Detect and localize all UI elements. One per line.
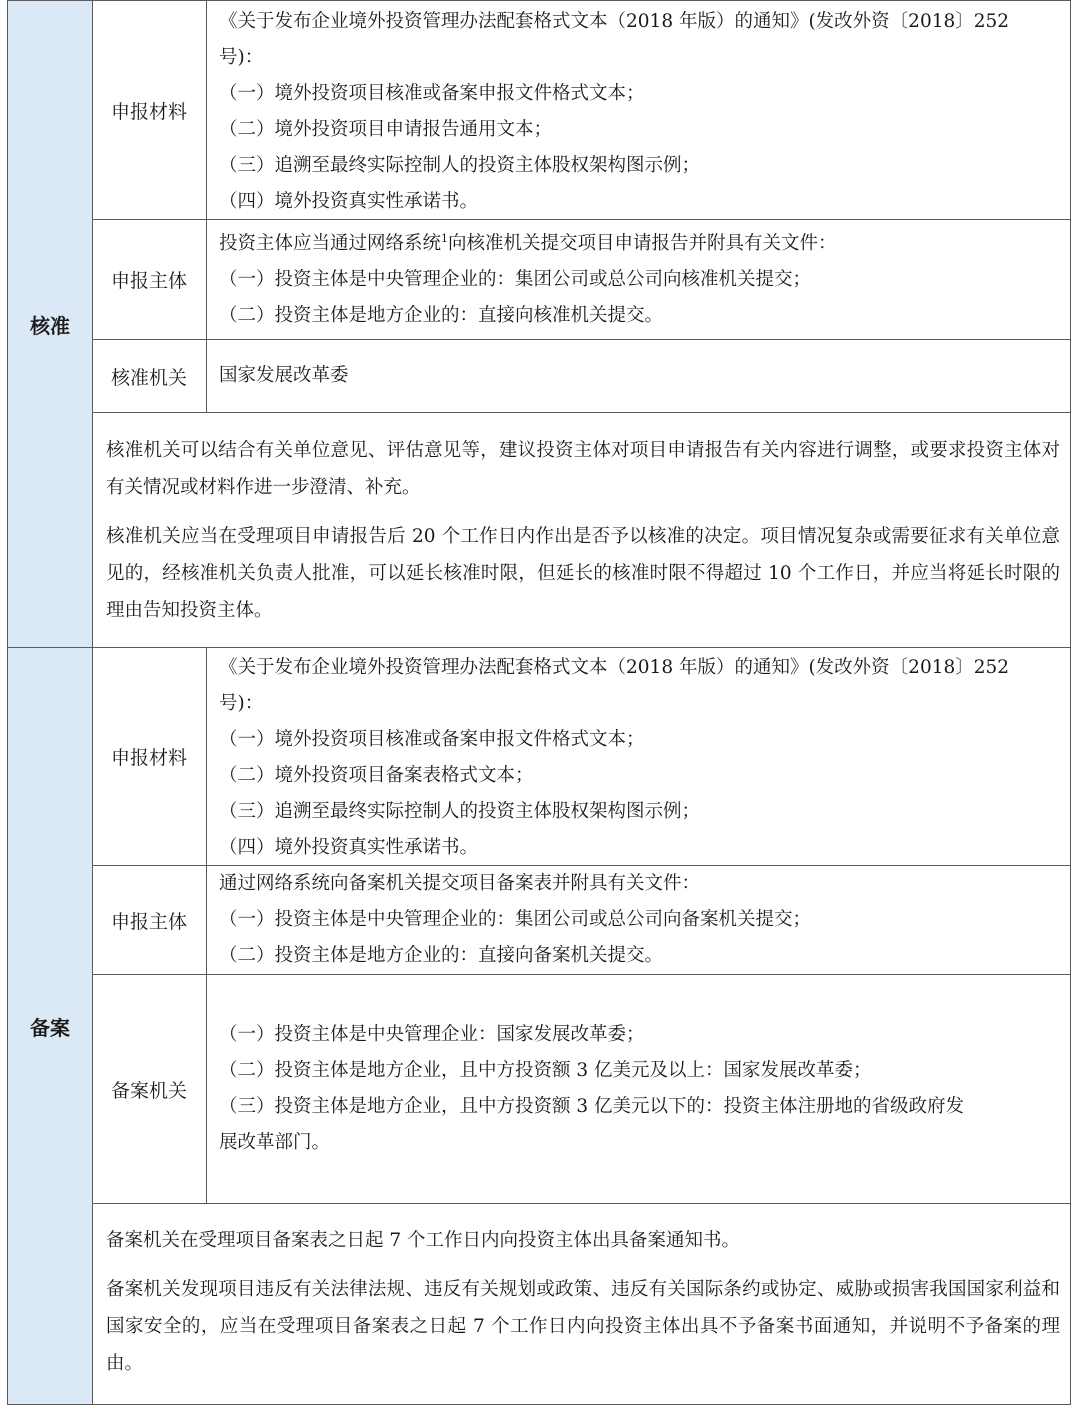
- approval-section: [7, 0, 1071, 648]
- approval-applicant-intro: [219, 226, 1070, 262]
- approval-materials-line: （二）境外投资项目申请报告通用文本；: [219, 119, 553, 140]
- approval-applicant-row: [92, 220, 1070, 340]
- filing-materials-line: （三）追溯至最终实际控制人的投资主体股权架构图示例；: [219, 801, 701, 822]
- filing-materials-row: [92, 648, 1070, 866]
- filing-note: 备案机关在受理项目备案表之日起 7 个工作日内向投资主体出具备案通知书。: [106, 1230, 741, 1251]
- filing-applicant-line: （一）投资主体是中央管理企业的：集团公司或总公司向备案机关提交；: [219, 909, 812, 930]
- approval-notes: [92, 432, 1070, 629]
- approval-authority-row: [92, 340, 1070, 413]
- approval-authority-label: 核准机关: [92, 340, 207, 412]
- filing-materials-line: （四）境外投资真实性承诺书。: [219, 837, 479, 858]
- filing-authority-line: （三）投资主体是地方企业，且中方投资额 3 亿美元以下的：投资主体注册地的省级政府发: [219, 1096, 965, 1117]
- approval-materials-line: （四）境外投资真实性承诺书。: [219, 191, 479, 212]
- approval-materials-line: 号)：: [219, 47, 264, 68]
- approval-materials-content: [206, 1, 1070, 219]
- filing-materials-line: （一）境外投资项目核准或备案申报文件格式文本；: [219, 729, 645, 750]
- intro-text: 向核准机关提交项目申请报告并附具有关文件：: [448, 232, 837, 254]
- filing-authority-line: （二）投资主体是地方企业，且中方投资额 3 亿美元及以上：国家发展改革委；: [219, 1060, 872, 1081]
- approval-materials-line: （三）追溯至最终实际控制人的投资主体股权架构图示例；: [219, 155, 701, 176]
- approval-materials-label: 申报材料: [92, 1, 207, 219]
- approval-note: 核准机关可以结合有关单位意见、评估意见等，建议投资主体对项目申请报告有关内容进行调整，或要求投资主体对有关情况或材料作进一步澄清、补充。: [106, 440, 1060, 498]
- intro-text: 投资主体应当通过网络系统: [219, 232, 442, 254]
- filing-authority-label: 备案机关: [92, 975, 207, 1203]
- filing-materials-label: 申报材料: [92, 648, 207, 865]
- approval-applicant-content: [206, 220, 1070, 339]
- approval-applicant-line: （一）投资主体是中央管理企业的：集团公司或总公司向核准机关提交；: [219, 268, 812, 290]
- filing-applicant-line: （二）投资主体是地方企业的：直接向备案机关提交。: [219, 945, 664, 966]
- filing-authority-line: （一）投资主体是中央管理企业：国家发展改革委；: [219, 1024, 645, 1045]
- filing-materials-line: 号)：: [219, 693, 264, 714]
- approval-materials-row: [92, 1, 1070, 220]
- filing-authority-content: [206, 975, 1070, 1203]
- approval-authority-value: 国家发展改革委: [219, 365, 349, 386]
- filing-applicant-row: [92, 866, 1070, 975]
- approval-materials-line: （一）境外投资项目核准或备案申报文件格式文本；: [219, 83, 645, 104]
- filing-notes: [92, 1222, 1070, 1382]
- filing-section: [7, 647, 1071, 1405]
- filing-title: 备案: [30, 1015, 70, 1040]
- filing-applicant-label: 申报主体: [92, 866, 207, 974]
- filing-applicant-content: [206, 866, 1070, 974]
- approval-materials-line: 《关于发布企业境外投资管理办法配套格式文本（2018 年版）的通知》(发改外资〔2018〕252: [219, 11, 1010, 32]
- approval-applicant-line: （二）投资主体是地方企业的：直接向核准机关提交。: [219, 304, 664, 326]
- filing-materials-line: （二）境外投资项目备案表格式文本；: [219, 765, 534, 786]
- filing-side-header: [8, 648, 93, 1404]
- approval-title: 核准: [30, 313, 70, 338]
- filing-authority-row: [92, 975, 1070, 1204]
- filing-materials-content: [206, 648, 1070, 865]
- approval-side-header: [8, 1, 93, 647]
- approval-authority-content: [206, 340, 1070, 412]
- filing-authority-line: 展改革部门。: [219, 1132, 331, 1153]
- filing-materials-line: 《关于发布企业境外投资管理办法配套格式文本（2018 年版）的通知》(发改外资〔2018〕252: [219, 657, 1010, 678]
- filing-applicant-line: 通过网络系统向备案机关提交项目备案表并附具有关文件：: [219, 873, 701, 894]
- footnote-marker: 1: [441, 231, 449, 245]
- filing-note: 备案机关发现项目违反有关法律法规、违反有关规划或政策、违反有关国际条约或协定、威胁或损害我国国家利益和国家安全的，应当在受理项目备案表之日起 7 个工作日内向投资主体出具不予备案书面通知，并说明不予备案的理由。: [106, 1279, 1060, 1374]
- approval-applicant-label: 申报主体: [92, 220, 207, 339]
- approval-note: 核准机关应当在受理项目申请报告后 20 个工作日内作出是否予以核准的决定。项目情况复杂或需要征求有关单位意见的，经核准机关负责人批准，可以延长核准时限，但延长的核准时限不得超过 10 个工作日，并应当将延长时限的理由告知投资主体。: [106, 526, 1060, 621]
